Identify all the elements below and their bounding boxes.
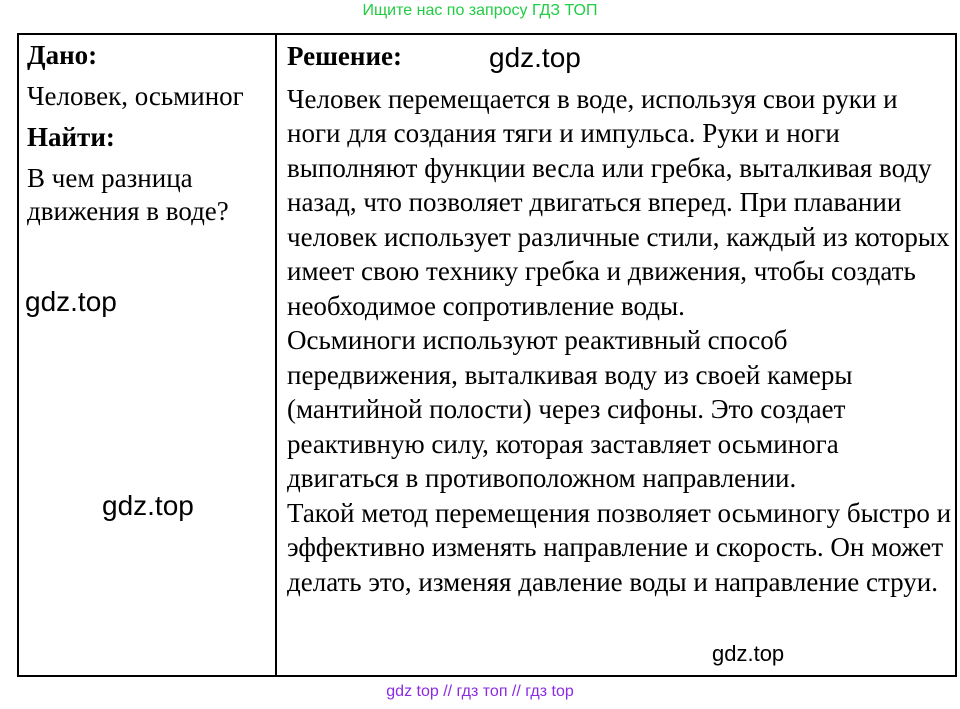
watermark-bottom: gdz.top <box>712 641 785 666</box>
watermark-left: gdz.top <box>25 286 117 317</box>
solution-paragraph-1: Человек перемещается в воде, используя свои руки и ноги для создания тяги и импульса. Руки и ноги выполняют функции весла или гребка, выталкивая воду назад, что позволяет двигаться вперед. При плавании человек использует различные стили, каждый из которых имеет свою технику гребка и движения, чтобы создать необходимое сопротивление воды. <box>287 83 950 321</box>
given-text: Человек, осьминог <box>27 81 244 111</box>
solution-column <box>287 39 953 599</box>
task-table <box>17 33 957 677</box>
top-banner: Ищите нас по запросу ГДЗ ТОП <box>362 2 598 19</box>
find-heading: Найти: <box>27 122 115 152</box>
given-heading: Дано: <box>27 40 98 70</box>
solution-heading: Решение: <box>287 41 402 71</box>
find-text: В чем разница движения в воде? <box>27 163 229 226</box>
watermark-top: gdz.top <box>489 42 581 73</box>
watermark-middle: gdz.top <box>102 490 194 521</box>
bottom-banner: gdz top // гдз топ // гдз top <box>386 683 574 700</box>
given-column <box>27 39 271 228</box>
solution-paragraph-2: Осьминоги используют реактивный способ передвижения, выталкивая воду из своей камеры (мантийной полости) через сифоны. Это создает реактивную силу, которая заставляет осьминога двигаться в противоположном направлении. <box>287 325 853 493</box>
solution-paragraph-3: Такой метод перемещения позволяет осьминогу быстро и эффективно изменять направление и скорость. Он может делать это, изменяя давление воды и направление струи. <box>287 497 952 597</box>
column-divider <box>275 35 277 675</box>
